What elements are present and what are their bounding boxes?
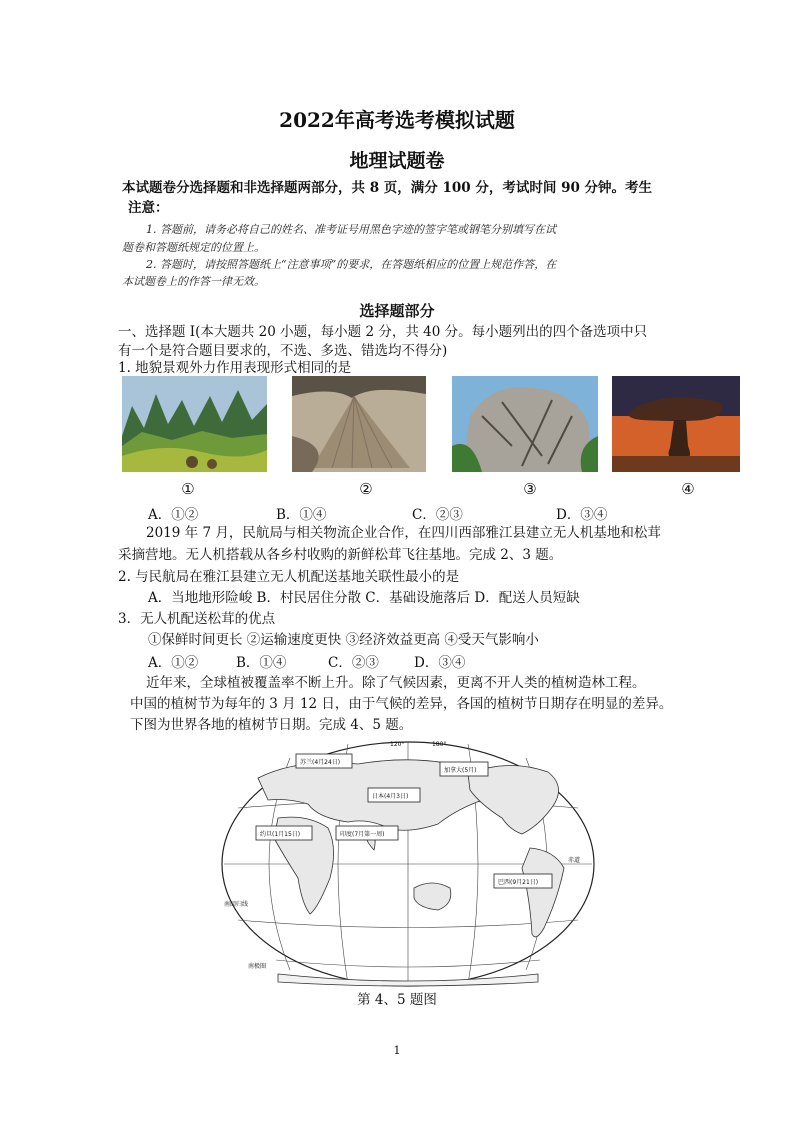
map-antarctic-label: 南极圈 xyxy=(248,963,267,970)
map-caption: 第 4、5 题图 xyxy=(357,992,437,1008)
material-2-line-3: 下图为世界各地的植树节日期。完成 4、5 题。 xyxy=(130,717,413,733)
photo-3-granite-peak xyxy=(452,376,598,472)
photo-1-label: ① xyxy=(181,480,195,498)
part1-heading-a: 一、选择题 I(本大题共 20 小题，每小题 2 分，共 40 分。每小题列出的四个备选项中只 xyxy=(118,324,648,340)
q3-option-d[interactable]: D．③④ xyxy=(414,655,466,671)
svg-text:加拿大(5月): 加拿大(5月) xyxy=(444,767,477,774)
photo-4-mushroom-rock xyxy=(612,376,740,472)
photo-4-label: ④ xyxy=(681,480,695,498)
page-number: 1 xyxy=(393,1044,401,1057)
exam-title: 2022年高考选考模拟试题 xyxy=(279,108,515,132)
world-map xyxy=(218,738,598,990)
svg-text:印度(7月第一周): 印度(7月第一周) xyxy=(340,831,385,838)
map-equator-label: 赤道 xyxy=(568,857,581,864)
q3-option-c[interactable]: C．②③ xyxy=(328,655,379,671)
photo-2-label: ② xyxy=(359,480,373,498)
label-india xyxy=(336,826,398,840)
map-tropic-s-label: 南回归线 xyxy=(224,901,249,908)
map-lon-180: 180° xyxy=(432,741,447,748)
q3-option-b[interactable]: B．①④ xyxy=(236,655,287,671)
q3-option-a[interactable]: A．①② xyxy=(148,655,199,671)
q1-option-c[interactable]: C．②③ xyxy=(412,507,463,523)
q1-option-d[interactable]: D．③④ xyxy=(556,507,608,523)
section-title: 选择题部分 xyxy=(359,302,435,320)
material-1-line-2: 采摘营地。无人机搭载从各乡村收购的新鲜松茸飞往基地。完成 2、3 题。 xyxy=(118,547,563,563)
photo-1-karst-landscape xyxy=(122,376,267,472)
notice-2b: 本试题卷上的作答一律无效。 xyxy=(122,275,265,288)
intro-text: 本试题卷分选择题和非选择题两部分，共 8 页，满分 100 分，考试时间 90 分钟。考生 xyxy=(122,180,653,196)
label-canada xyxy=(440,762,488,776)
q3-stem: 3．无人机配送松茸的优点 xyxy=(118,611,276,627)
q1-option-b[interactable]: B．①④ xyxy=(276,507,327,523)
material-1-line-1: 2019 年 7 月，民航局与相关物流企业合作，在四川西部雅江县建立无人机基地和松茸 xyxy=(146,525,661,541)
svg-text:日本(4月3日): 日本(4月3日) xyxy=(372,793,409,800)
q2-stem: 2. 与民航局在雅江县建立无人机配送基地关联性最小的是 xyxy=(118,569,460,585)
notice-label: 注意： xyxy=(128,200,169,216)
material-2-line-2: 中国的植树节为每年的 3 月 12 日，由于气候的差异，各国的植树节日期存在明显的差异。 xyxy=(130,696,673,712)
q2-options[interactable]: A．当地地形险峻 B．村民居住分散 C．基础设施落后 D．配送人员短缺 xyxy=(148,590,580,606)
label-japan xyxy=(368,788,420,802)
label-sweden xyxy=(296,754,352,768)
part1-heading-b: 有一个是符合题目要求的，不选、多选、错选均不得分) xyxy=(118,343,448,359)
q3-items: ①保鲜时间更长 ②运输速度更快 ③经济效益更高 ④受天气影响小 xyxy=(148,632,539,648)
label-brazil xyxy=(494,874,552,888)
material-2-line-1: 近年来，全球植被覆盖率不断上升。除了气候因素，更离不开人类的植树造林工程。 xyxy=(146,675,646,691)
notice-1b: 题卷和答题纸规定的位置上。 xyxy=(122,241,265,254)
map-lon-120: 120° xyxy=(390,741,405,748)
svg-text:苏兰(4月24日): 苏兰(4月24日) xyxy=(300,759,341,766)
photo-3-label: ③ xyxy=(523,480,537,498)
svg-text:约旦(1月15日): 约旦(1月15日) xyxy=(260,831,301,838)
notice-2a: 2. 答题时，请按照答题纸上“注意事项”的要求，在答题纸相应的位置上规范作答，在 xyxy=(146,258,557,271)
label-israel xyxy=(256,826,312,840)
svg-text:巴西(9月21日): 巴西(9月21日) xyxy=(498,879,539,886)
exam-subtitle: 地理试题卷 xyxy=(349,150,445,172)
photo-2-alluvial-fan xyxy=(292,376,426,472)
notice-1a: 1. 答题前，请务必将自己的姓名、准考证号用黑色字迹的签字笔或钢笔分别填写在试 xyxy=(146,223,556,236)
q1-option-a[interactable]: A．①② xyxy=(148,507,199,523)
q1-stem: 1. 地貌景观外力作用表现形式相同的是 xyxy=(118,360,352,376)
